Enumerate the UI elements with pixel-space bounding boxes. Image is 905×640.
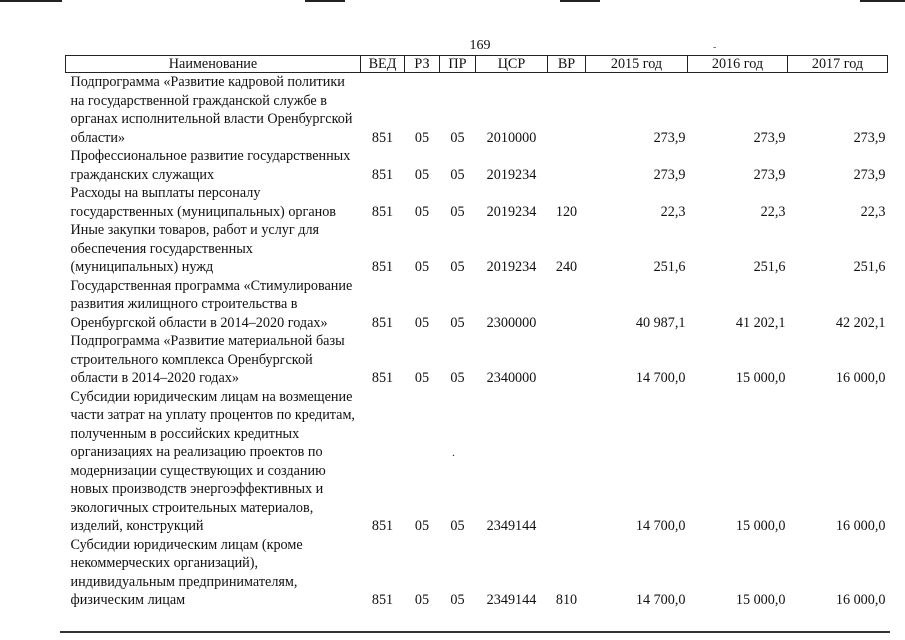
row-2017: 16 000,0 (835, 370, 886, 386)
scan-edge-segment (305, 0, 345, 2)
row-2017: 273,9 (853, 166, 886, 183)
row-csr: 2010000 (486, 129, 537, 146)
row-name: Иные закупки товаров, работ и услуг для обеспечения государственных (муниципальных) нужд (70, 222, 320, 275)
row-ved: 851 (371, 370, 394, 386)
row-rz: 05 (414, 518, 430, 534)
header-ved: ВЕД (361, 56, 405, 73)
row-name: Подпрограмма «Развитие кадровой политики на государственной гражданской службе в органах исполнительной власти Оренбургской области» (70, 74, 353, 146)
row-vr (548, 277, 586, 333)
row-ved: 851 (371, 592, 394, 608)
row-ved: 851 (371, 518, 394, 534)
row-ved: 851 (371, 203, 394, 220)
row-pr: 05 (450, 166, 465, 183)
row-2016: 273,9 (753, 129, 786, 146)
row-2015: 40 987,1 (635, 314, 686, 331)
row-pr: 05 (450, 592, 465, 608)
row-2016: 251,6 (753, 259, 786, 275)
budget-table (65, 55, 888, 610)
row-ved: 851 (371, 259, 394, 275)
row-name: Подпрограмма «Развитие материальной базы строительного комплекса Оренбургской области в 2014–2020 годах» (70, 333, 345, 386)
row-pr: 05 (450, 129, 465, 146)
row-2016: 41 202,1 (735, 314, 786, 331)
scan-tick-mark: - (713, 42, 717, 53)
row-name: Субсидии юридическим лицам (кроме некоммерческих организаций), индивидуальным предпринимателям, физическим лицам (70, 536, 303, 608)
row-2015: 22,3 (660, 203, 686, 220)
row-2017: 16 000,0 (835, 592, 886, 608)
header-2017: 2017 год (788, 56, 888, 73)
row-2015: 14 700,0 (635, 518, 686, 534)
row-name: Профессиональное развитие государственных гражданских служащих (70, 148, 351, 183)
scan-bottom-edge (60, 631, 890, 633)
table-row (66, 277, 888, 333)
row-2015: 14 700,0 (635, 370, 686, 386)
row-2015: 273,9 (653, 129, 686, 146)
row-2016: 15 000,0 (735, 518, 786, 534)
row-name: Субсидии юридическим лицам на возмещение части затрат на уплату процентов по кредитам, полученным в российских кредитных организациях на реализацию проектов по модернизации существующих и созданию новых производств энергоэффективных и экологичных строительных материалов, изделий, конструкций (70, 388, 355, 534)
row-2016: 15 000,0 (735, 592, 786, 608)
row-vr: 120 (555, 203, 578, 220)
table-row (66, 388, 888, 536)
row-ved: 851 (371, 129, 394, 146)
table-row (66, 536, 888, 610)
header-2016: 2016 год (688, 56, 788, 73)
row-name: Государственная программа «Стимулирование развития жилищного строительства в Оренбургской области в 2014–2020 годах» (70, 277, 353, 331)
row-vr (548, 147, 586, 184)
row-rz: 05 (414, 129, 430, 146)
row-vr (548, 332, 586, 388)
row-csr: 2349144 (486, 592, 537, 608)
row-csr: 2019234 (486, 259, 537, 275)
scan-top-edge (0, 0, 905, 1)
row-name: Расходы на выплаты персоналу государственных (муниципальных) органов (70, 185, 337, 220)
row-rz: 05 (414, 259, 430, 275)
row-vr: 240 (555, 259, 578, 275)
row-pr: 05 (450, 203, 465, 220)
table-row (66, 73, 888, 148)
row-ved: 851 (371, 166, 394, 183)
row-ved: 851 (371, 314, 394, 331)
table-row (66, 184, 888, 221)
row-2016: 22,3 (760, 203, 786, 220)
row-2017: 251,6 (853, 259, 886, 275)
row-2017: 273,9 (853, 129, 886, 146)
header-csr: ЦСР (476, 56, 548, 73)
row-vr (548, 388, 586, 536)
stray-mark: . (452, 445, 455, 459)
row-rz: 05 (414, 203, 430, 220)
row-2017: 16 000,0 (835, 518, 886, 534)
row-vr (548, 73, 586, 148)
row-csr: 2349144 (486, 518, 537, 534)
row-2015: 251,6 (653, 259, 686, 275)
row-2017: 42 202,1 (835, 314, 886, 331)
header-2015: 2015 год (586, 56, 688, 73)
row-pr: 05 (450, 370, 465, 386)
row-pr: 05 (450, 518, 465, 534)
row-csr: 2340000 (486, 370, 537, 386)
row-csr: 2019234 (486, 203, 537, 220)
row-2015: 273,9 (653, 166, 686, 183)
row-2016: 15 000,0 (735, 370, 786, 386)
row-rz: 05 (414, 166, 430, 183)
row-rz: 05 (414, 370, 430, 386)
row-2016: 273,9 (753, 166, 786, 183)
header-pr: ПР (440, 56, 476, 73)
header-name: Наименование (66, 56, 361, 73)
row-pr: 05 (450, 259, 465, 275)
row-rz: 05 (414, 314, 430, 331)
row-csr: 2019234 (486, 166, 537, 183)
header-vr: ВР (548, 56, 586, 73)
header-rz: РЗ (405, 56, 440, 73)
row-csr: 2300000 (486, 314, 537, 331)
table-row (66, 221, 888, 277)
page-number: 169 (469, 38, 491, 53)
table-header-row (66, 56, 888, 73)
row-2017: 22,3 (860, 203, 886, 220)
row-vr: 810 (555, 592, 578, 608)
row-rz: 05 (414, 592, 430, 608)
scan-edge-segment (0, 0, 62, 2)
table-row (66, 147, 888, 184)
row-pr: 05 (450, 314, 465, 331)
row-2015: 14 700,0 (635, 592, 686, 608)
scan-edge-segment (860, 0, 905, 2)
scan-edge-segment (560, 0, 600, 2)
table-row (66, 332, 888, 388)
